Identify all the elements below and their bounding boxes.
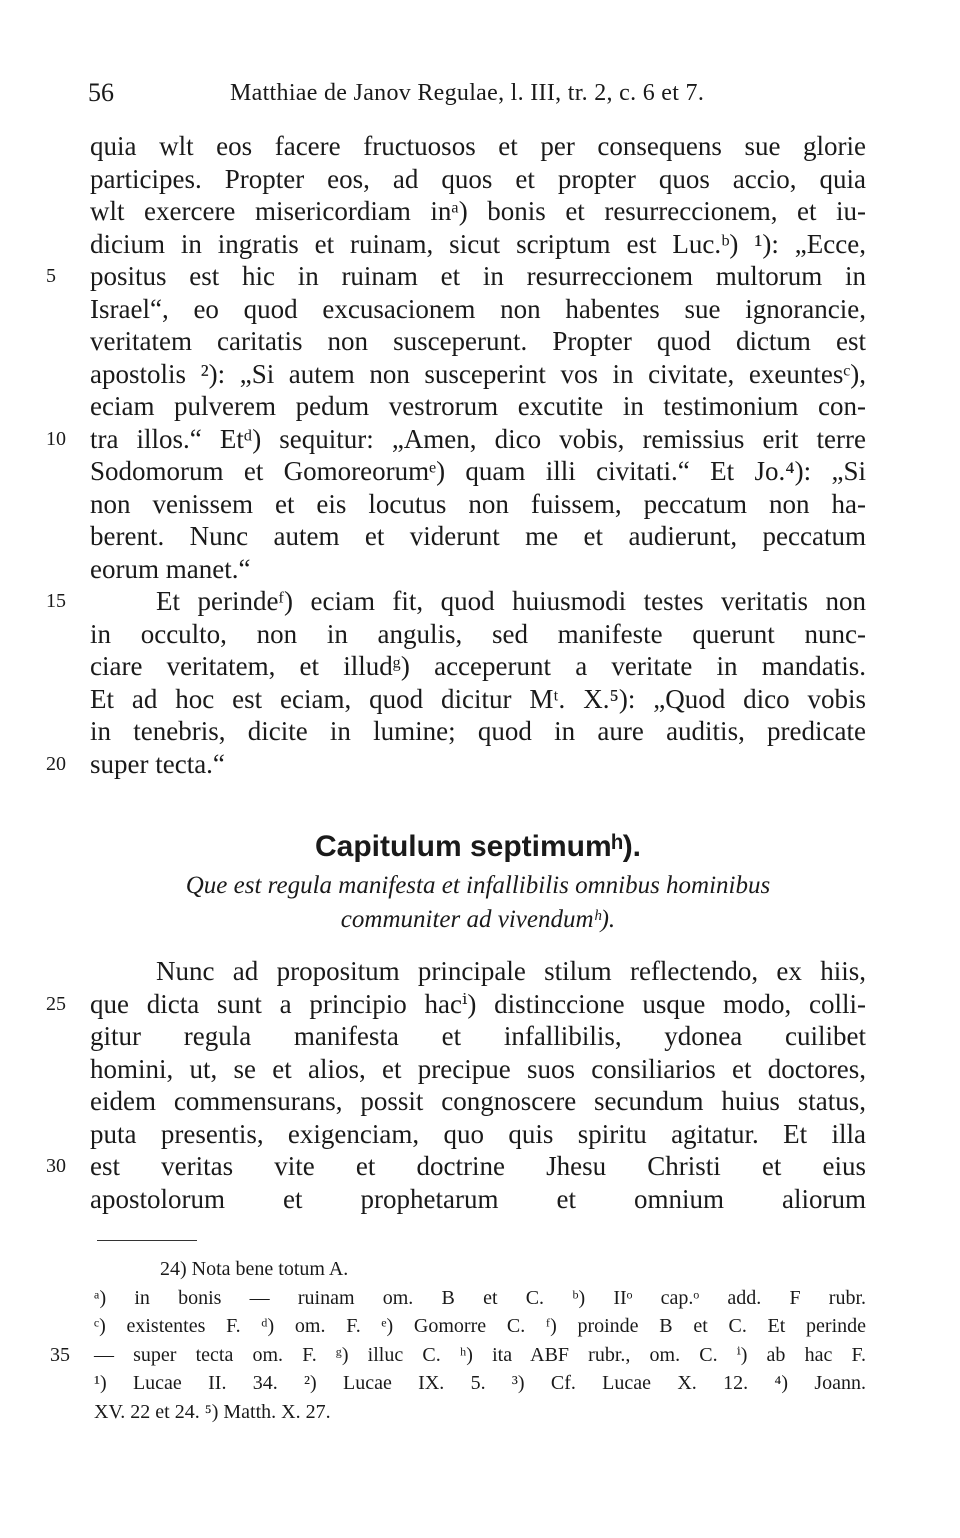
text-line (90, 520, 866, 553)
source-note-line: ¹) Lucae II. 34. ²) Lucae IX. 5. ³) Cf. Lucae X. 12. ⁴) Joann. (94, 1372, 866, 1394)
text-line (90, 488, 866, 521)
line-number: 10 (46, 427, 66, 450)
text-line (90, 228, 866, 261)
line-text: apostolorum et prophetarum et omnium aliorum (90, 1183, 866, 1214)
chapter-heading (90, 825, 866, 937)
text-line (90, 1020, 866, 1053)
text-line (90, 163, 866, 196)
page-number: 56 (88, 78, 114, 107)
text-line (46, 585, 866, 618)
line-text: in occulto, non in angulis, sed manifeste querunt nunc- (90, 618, 866, 649)
source-note-line: XV. 22 et 24. ⁵) Matth. X. 27. (94, 1400, 331, 1423)
line-text: dicium in ingratis et ruinam, sicut scriptum est Luc.ᵇ) ¹): „Ecce, (90, 228, 866, 259)
line-text: est veritas vite et doctrine Jhesu Christi et eius (90, 1151, 866, 1181)
text-line (90, 195, 866, 228)
line-number: 30 (46, 1155, 66, 1177)
line-text: puta presentis, exigenciam, quo quis spiritu agitatur. Et illa (90, 1118, 866, 1149)
line-text: eciam pulverem pedum vestrorum excutite in testimonium con- (90, 391, 866, 421)
chapter-text-block (46, 955, 866, 1215)
line-text: Nunc ad propositum principale stilum reflectendo, ex hiis, (156, 956, 866, 986)
line-text: participes. Propter eos, ad quos et propter quos accio, quia (90, 163, 866, 194)
line-text: apostolis ²): „Si autem non susceperint vos in civitate, exeuntesᶜ), (90, 358, 866, 389)
text-line (90, 683, 866, 716)
footnote-text: — super tecta om. F. ᵍ) illuc C. ʰ) ita ABF rubr., om. C. ⁱ) ab hac F. (94, 1343, 866, 1366)
text-line (90, 1085, 866, 1118)
text-line (90, 358, 866, 391)
text-line (46, 748, 866, 781)
line-text: super tecta.“ (90, 748, 225, 779)
text-line (90, 1118, 866, 1151)
line-text: Et ad hoc est eciam, quod dicitur Mᵗ. X.⁵): „Quod dico vobis (90, 683, 866, 714)
line-text: Sodomorum et Gomoreorumᵉ) quam illi civitati.“ Et Jo.⁴): „Si (90, 456, 866, 486)
text-line (90, 390, 866, 423)
line-number: 35 (50, 1343, 70, 1366)
text-line (46, 1150, 866, 1183)
text-line (90, 955, 866, 988)
footnote-line: ᶜ) existentes F. ᵈ) om. F. ᵉ) Gomorre C. ᶠ) proinde B et C. Et perinde (94, 1315, 866, 1337)
footnote-divider (97, 1240, 197, 1241)
text-line (90, 618, 866, 651)
line-text: Israel“, eo quod excusacionem non habentes sue ignorancie, (90, 293, 866, 324)
text-line (46, 260, 866, 293)
line-text: in tenebris, dicite in lumine; quod in aure auditis, predicate (90, 716, 866, 746)
text-line (46, 423, 866, 456)
text-line (90, 325, 866, 358)
footnotes (50, 1255, 866, 1426)
footnote-line: 24) Nota bene totum A. (160, 1258, 349, 1280)
text-line (46, 988, 866, 1021)
text-line (90, 1053, 866, 1086)
line-text: quia wlt eos facere fructuosos et per consequens sue glorie (90, 131, 866, 161)
line-text: non venissem et eis locutus non fuissem, peccatum non ha- (90, 488, 866, 519)
line-number: 15 (46, 590, 66, 612)
line-number: 5 (46, 265, 56, 287)
line-number: 20 (46, 752, 66, 775)
text-line (90, 650, 866, 683)
page-header (88, 78, 868, 114)
footnote-line: ᵃ) in bonis — ruinam om. B et C. ᵇ) IIᵒ cap.ᵒ add. F rubr. (94, 1286, 866, 1309)
text-line (90, 553, 866, 586)
line-text: eorum manet.“ (90, 553, 251, 584)
text-line (90, 715, 866, 748)
chapter-subtitle-line-2: communiter ad vivendumʰ). (340, 906, 616, 933)
text-line (90, 1183, 866, 1216)
chapter-title: Capitulum septimumʰ). (314, 830, 642, 863)
main-text-block (46, 130, 866, 780)
text-line (90, 130, 866, 163)
text-line (90, 293, 866, 326)
footnote-line-35 (50, 1341, 866, 1370)
line-text: positus est hic in ruinam et in resurreccionem multorum in (90, 261, 866, 291)
chapter-subtitle-line-1: Que est regula manifesta et infallibilis omnibus hominibus (185, 872, 771, 899)
running-head: Matthiae de Janov Regulae, l. III, tr. 2, c. 6 et 7. (230, 80, 705, 106)
line-text: ciare veritatem, et illudᵍ) acceperunt a veritate in mandatis. (90, 651, 866, 681)
text-line (90, 455, 866, 488)
line-text: wlt exercere misericordiam inᵃ) bonis et resurreccionem, et iu- (90, 196, 866, 226)
line-text: gitur regula manifesta et infallibilis, ydonea cuilibet (90, 1021, 866, 1051)
line-text: Et perindeᶠ) eciam fit, quod huiusmodi testes veritatis non (156, 586, 866, 616)
line-text: tra illos.“ Etᵈ) sequitur: „Amen, dico vobis, remissius erit terre (90, 423, 866, 454)
line-text: eidem commensurans, possit congnoscere secundum huius status, (90, 1086, 866, 1116)
line-number: 25 (46, 992, 66, 1015)
line-text: berent. Nunc autem et viderunt me et audierunt, peccatum (90, 521, 866, 551)
line-text: homini, ut, se et alios, et precipue suos consiliarios et doctores, (90, 1053, 866, 1084)
line-text: que dicta sunt a principio hacⁱ) distinccione usque modo, colli- (90, 988, 866, 1019)
line-text: veritatem caritatis non susceperunt. Propter quod dictum est (90, 326, 866, 356)
